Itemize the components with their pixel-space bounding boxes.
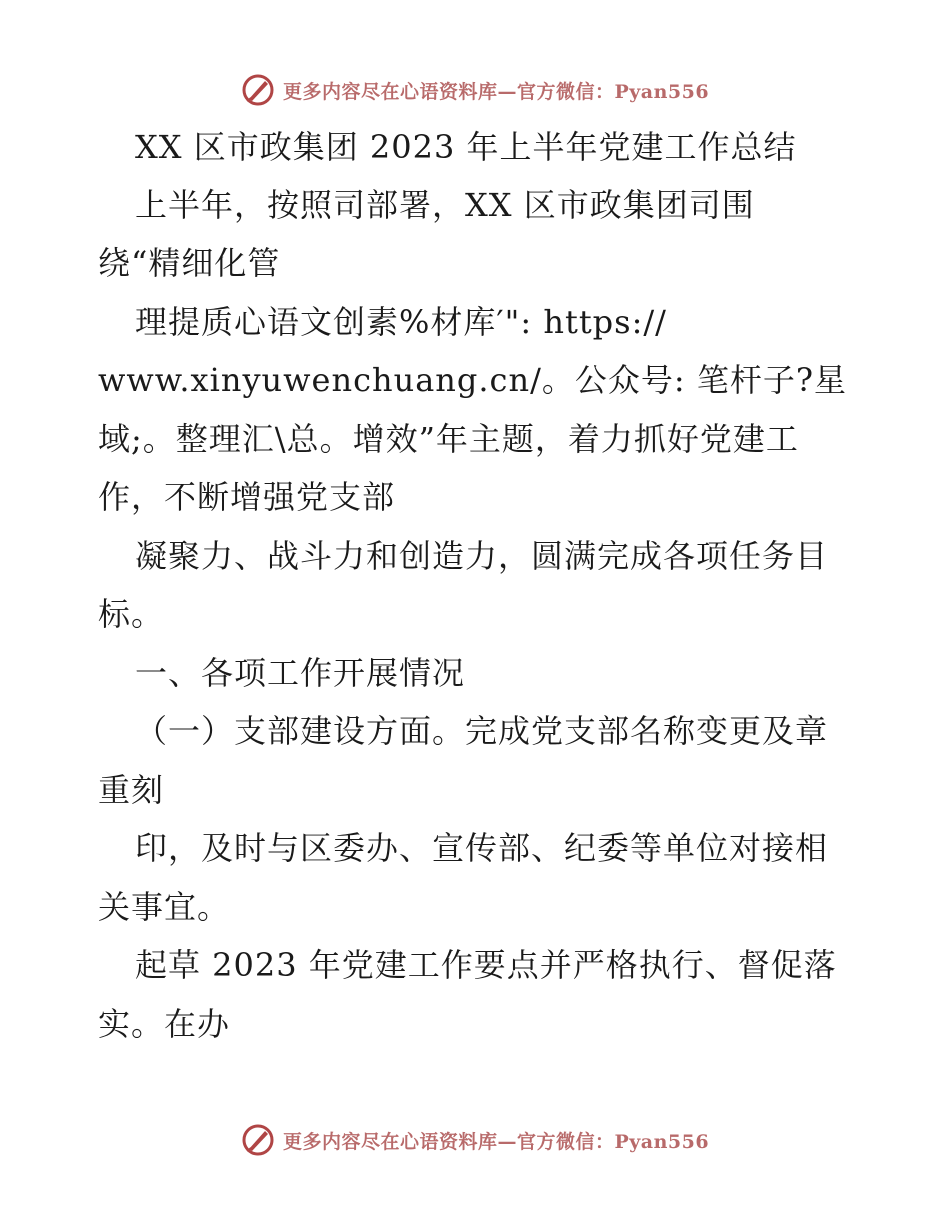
paragraph-line: 作，不断增强党支部 (98, 478, 396, 516)
paragraph-line: 起草 2023 年党建工作要点并严格执行、督促落 (135, 946, 837, 984)
paragraph-line: www.xinyuwenchuang.cn/。公众号: 笔杆子?星 (98, 361, 847, 399)
section-heading: 一、各项工作开展情况 (135, 654, 466, 692)
footer-banner-text: 更多内容尽在心语资料库—官方微信：Pyan556 (282, 1130, 710, 1153)
paragraph-line: 理提质心语文创素%材库′": https:// (135, 303, 667, 341)
paragraph-line: 印，及时与区委办、宣传部、纪委等单位对接相 (135, 829, 829, 867)
header-banner (0, 70, 950, 110)
paragraph-line: 凝聚力、战斗力和创造力，圆满完成各项任务目 (135, 537, 829, 575)
paragraph-line: （一）支部建设方面。完成党支部名称变更及章 (135, 712, 829, 750)
quill-pen-logo-icon (241, 1123, 275, 1157)
document-title: XX 区市政集团 2023 年上半年党建工作总结 (135, 128, 797, 166)
paragraph-line: 上半年，按照司部署，XX 区市政集团司围 (135, 186, 755, 224)
paragraph-line: 绕“精细化管 (98, 244, 281, 282)
paragraph-line: 重刻 (98, 771, 165, 809)
paragraph-line: 关事宜。 (98, 888, 231, 926)
paragraph-line: 域;。整理汇\总。增效”年主题，着力抓好党建工 (98, 420, 799, 458)
header-banner-text: 更多内容尽在心语资料库—官方微信：Pyan556 (282, 80, 710, 103)
footer-banner (0, 1120, 950, 1160)
paragraph-line: 实。在办 (98, 1005, 231, 1043)
paragraph-line: 标。 (98, 595, 165, 633)
quill-pen-logo-icon (241, 73, 275, 107)
